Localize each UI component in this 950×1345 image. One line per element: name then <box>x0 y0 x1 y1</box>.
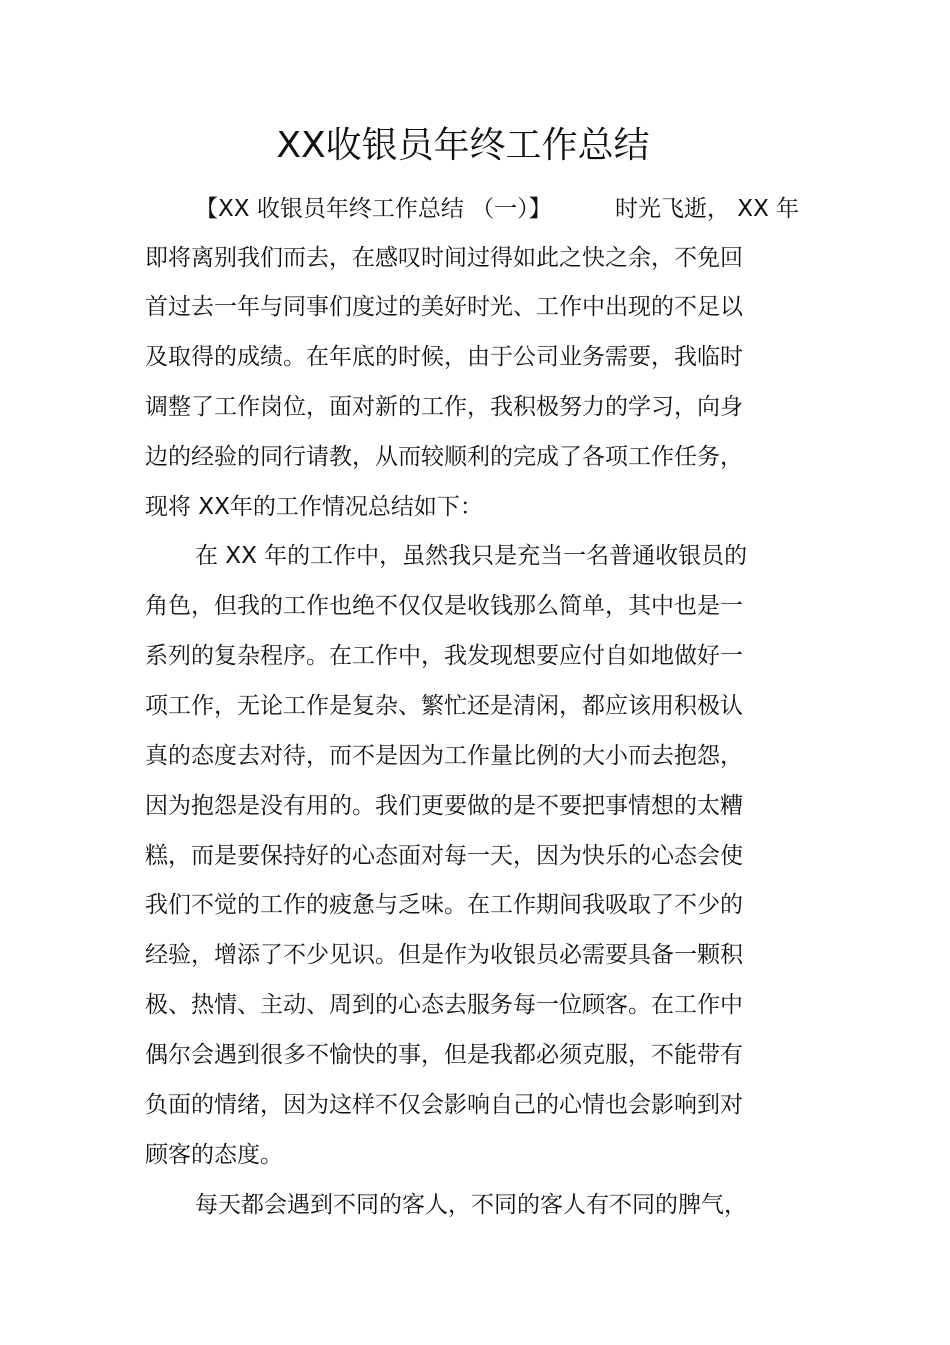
text-line-14: 糕，而是要保持好的心态面对每一天，因为快乐的心态会使 <box>145 843 743 869</box>
text-line-3: 首过去一年与同事们度过的美好时光、工作中出现的不足以 <box>145 294 743 320</box>
text-line-5: 调整了工作岗位，面对新的工作，我积极努力的学习，向身 <box>145 394 743 420</box>
document-title: XX收银员年终工作总结 <box>276 125 650 166</box>
text-line-1 <box>195 191 800 227</box>
text-line-20: 顾客的态度。 <box>145 1142 283 1168</box>
text-line-15: 我们不觉的工作的疲惫与乏味。在工作期间我吸取了不少的 <box>145 892 743 918</box>
text-line-9: 角色，但我的工作也绝不仅仅是收钱那么简单，其中也是一 <box>145 593 743 619</box>
text-line-6: 边的经验的同行请教，从而较顺利的完成了各项工作任务， <box>145 444 743 470</box>
text-line-7: 现将 XX年的工作情况总结如下： <box>145 494 483 520</box>
text-line-19: 负面的情绪，因为这样不仅会影响自己的心情也会影响到对 <box>145 1092 743 1118</box>
text-line-17: 极、热情、主动、周到的心态去服务每一位顾客。在工作中 <box>145 992 743 1018</box>
section-heading: 【XX 收银员年终工作总结 （一）】 <box>195 196 552 222</box>
text-line-8: 在 XX 年的工作中，虽然我只是充当一名普通收银员的 <box>195 543 748 569</box>
text-line-1-continuation: 时光飞逝， XX 年 <box>615 196 800 222</box>
text-line-2: 即将离别我们而去，在感叹时间过得如此之快之余，不免回 <box>145 245 743 271</box>
text-line-16: 经验，增添了不少见识。但是作为收银员必需要具备一颗积 <box>145 942 743 968</box>
text-line-10: 系列的复杂程序。在工作中，我发现想要应付自如地做好一 <box>145 643 743 669</box>
text-line-18: 偶尔会遇到很多不愉快的事，但是我都必须克服，不能带有 <box>145 1042 743 1068</box>
text-line-4: 及取得的成绩。在年底的时候，由于公司业务需要，我临时 <box>145 344 743 370</box>
text-line-11: 项工作，无论工作是复杂、繁忙还是清闲，都应该用积极认 <box>145 693 743 719</box>
text-line-12: 真的态度去对待，而不是因为工作量比例的大小而去抱怨， <box>145 743 743 769</box>
text-line-13: 因为抱怨是没有用的。我们更要做的是不要把事情想的太糟 <box>145 793 743 819</box>
text-line-21: 每天都会遇到不同的客人，不同的客人有不同的脾气， <box>195 1192 747 1218</box>
